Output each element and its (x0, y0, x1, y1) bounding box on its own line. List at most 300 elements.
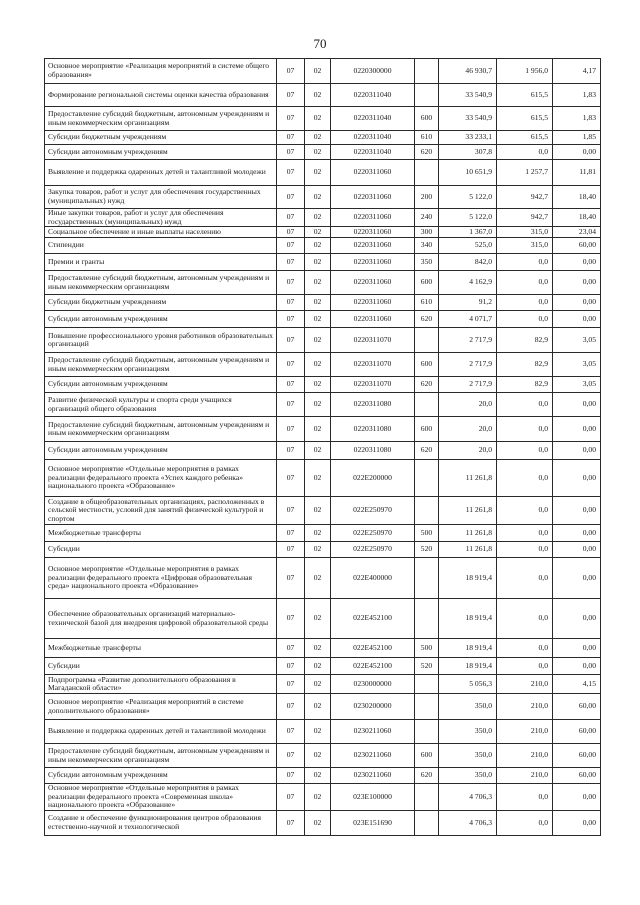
expense-type-cell (415, 59, 439, 84)
execution-percent-cell: 0,00 (553, 417, 601, 442)
subsection-cell: 02 (305, 311, 331, 328)
expense-type-cell: 600 (415, 744, 439, 768)
table-row (45, 131, 601, 145)
execution-percent-cell: 0,00 (553, 639, 601, 658)
subsection-cell: 02 (305, 460, 331, 497)
target-article-cell: 0220311060 (331, 271, 415, 295)
target-article-cell: 0220311060 (331, 209, 415, 227)
approved-amount-cell: 4 706,3 (439, 810, 497, 835)
execution-percent-cell: 4,15 (553, 675, 601, 694)
expense-type-cell: 240 (415, 209, 439, 227)
expense-type-cell (415, 160, 439, 186)
expense-type-cell (415, 558, 439, 599)
table-row (45, 639, 601, 658)
execution-percent-cell: 0,00 (553, 658, 601, 675)
row-name-cell: Повышение профессионального уровня работников образовательных организаций (45, 328, 277, 353)
expense-type-cell: 620 (415, 311, 439, 328)
row-name-cell: Основное мероприятие «Отдельные мероприятия в рамках реализации федерального проекта «Современная школа» национального проекта «Образование» (45, 784, 277, 811)
subsection-cell: 02 (305, 675, 331, 694)
table-row (45, 238, 601, 254)
execution-percent-cell: 0,00 (553, 442, 601, 460)
row-name-cell: Основное мероприятие «Отдельные мероприятия в рамках реализации федерального проекта «Цифровая образовательная среда» национального проекта «Образование» (45, 558, 277, 599)
expense-type-cell (415, 393, 439, 417)
subsection-cell: 02 (305, 639, 331, 658)
section-cell: 07 (277, 768, 305, 784)
subsection-cell: 02 (305, 810, 331, 835)
table-row (45, 810, 601, 835)
approved-amount-cell: 525,0 (439, 238, 497, 254)
table-row (45, 254, 601, 271)
approved-amount-cell: 33 233,1 (439, 131, 497, 145)
expense-type-cell: 610 (415, 295, 439, 311)
approved-amount-cell: 350,0 (439, 694, 497, 720)
subsection-cell: 02 (305, 131, 331, 145)
executed-amount-cell: 0,0 (497, 393, 553, 417)
section-cell: 07 (277, 460, 305, 497)
row-name-cell: Формирование региональной системы оценки качества образования (45, 84, 277, 107)
table-row (45, 542, 601, 558)
row-name-cell: Предоставление субсидий бюджетным, автономным учреждениям и иным некоммерческим организациям (45, 744, 277, 768)
expense-type-cell: 600 (415, 271, 439, 295)
executed-amount-cell: 615,5 (497, 131, 553, 145)
expense-type-cell: 620 (415, 145, 439, 160)
section-cell: 07 (277, 442, 305, 460)
execution-percent-cell: 0,00 (553, 542, 601, 558)
execution-percent-cell: 0,00 (553, 497, 601, 525)
table-row (45, 145, 601, 160)
expense-type-cell (415, 810, 439, 835)
executed-amount-cell: 0,0 (497, 497, 553, 525)
expense-type-cell: 500 (415, 525, 439, 542)
section-cell: 07 (277, 107, 305, 131)
executed-amount-cell: 942,7 (497, 186, 553, 209)
row-name-cell: Субсидии (45, 542, 277, 558)
subsection-cell: 02 (305, 744, 331, 768)
execution-percent-cell: 23,04 (553, 227, 601, 238)
target-article-cell: 0220311080 (331, 393, 415, 417)
section-cell: 07 (277, 810, 305, 835)
executed-amount-cell: 315,0 (497, 238, 553, 254)
section-cell: 07 (277, 271, 305, 295)
execution-percent-cell: 11,81 (553, 160, 601, 186)
table-row (45, 271, 601, 295)
row-name-cell: Субсидии автономным учреждениям (45, 768, 277, 784)
expense-type-cell: 350 (415, 254, 439, 271)
executed-amount-cell: 82,9 (497, 328, 553, 353)
table-row (45, 744, 601, 768)
executed-amount-cell: 210,0 (497, 768, 553, 784)
executed-amount-cell: 82,9 (497, 377, 553, 393)
execution-percent-cell: 0,00 (553, 271, 601, 295)
table-row (45, 107, 601, 131)
subsection-cell: 02 (305, 186, 331, 209)
table-row (45, 84, 601, 107)
subsection-cell: 02 (305, 768, 331, 784)
section-cell: 07 (277, 59, 305, 84)
execution-percent-cell: 0,00 (553, 295, 601, 311)
target-article-cell: 0220311080 (331, 417, 415, 442)
table-row (45, 377, 601, 393)
row-name-cell: Предоставление субсидий бюджетным, автономным учреждениям и иным некоммерческим организациям (45, 417, 277, 442)
row-name-cell: Развитие физической культуры и спорта среди учащихся организаций общего образования (45, 393, 277, 417)
target-article-cell: 0230000000 (331, 675, 415, 694)
row-name-cell: Выявление и поддержка одаренных детей и талантливой молодежи (45, 160, 277, 186)
row-name-cell: Основное мероприятие «Реализация мероприятий в системе общего образования» (45, 59, 277, 84)
page-number: 70 (313, 36, 327, 51)
table-row (45, 295, 601, 311)
target-article-cell: 0230211060 (331, 768, 415, 784)
execution-percent-cell: 0,00 (553, 311, 601, 328)
target-article-cell: 022E200000 (331, 460, 415, 497)
subsection-cell: 02 (305, 497, 331, 525)
execution-percent-cell: 60,00 (553, 238, 601, 254)
approved-amount-cell: 2 717,9 (439, 377, 497, 393)
approved-amount-cell: 33 540,9 (439, 84, 497, 107)
execution-percent-cell: 0,00 (553, 525, 601, 542)
execution-percent-cell: 0,00 (553, 460, 601, 497)
executed-amount-cell: 942,7 (497, 209, 553, 227)
approved-amount-cell: 350,0 (439, 744, 497, 768)
row-name-cell: Субсидии автономным учреждениям (45, 442, 277, 460)
execution-percent-cell: 3,05 (553, 328, 601, 353)
section-cell: 07 (277, 658, 305, 675)
section-cell: 07 (277, 295, 305, 311)
approved-amount-cell: 350,0 (439, 768, 497, 784)
target-article-cell: 022E250970 (331, 525, 415, 542)
table-row (45, 227, 601, 238)
execution-percent-cell: 1,85 (553, 131, 601, 145)
section-cell: 07 (277, 227, 305, 238)
section-cell: 07 (277, 720, 305, 744)
row-name-cell: Межбюджетные трансферты (45, 639, 277, 658)
table-row (45, 525, 601, 542)
executed-amount-cell: 1 257,7 (497, 160, 553, 186)
expense-type-cell (415, 720, 439, 744)
section-cell: 07 (277, 393, 305, 417)
subsection-cell: 02 (305, 84, 331, 107)
row-name-cell: Выявление и поддержка одаренных детей и талантливой молодежи (45, 720, 277, 744)
subsection-cell: 02 (305, 542, 331, 558)
subsection-cell: 02 (305, 558, 331, 599)
executed-amount-cell: 0,0 (497, 145, 553, 160)
expense-type-cell: 620 (415, 377, 439, 393)
target-article-cell: 0220311060 (331, 311, 415, 328)
expense-type-cell: 500 (415, 639, 439, 658)
approved-amount-cell: 5 122,0 (439, 186, 497, 209)
section-cell: 07 (277, 131, 305, 145)
target-article-cell: 0230200000 (331, 694, 415, 720)
row-name-cell: Субсидии (45, 658, 277, 675)
row-name-cell: Иные закупки товаров, работ и услуг для обеспечения государственных (муниципальных) нужд (45, 209, 277, 227)
approved-amount-cell: 33 540,9 (439, 107, 497, 131)
approved-amount-cell: 10 651,9 (439, 160, 497, 186)
approved-amount-cell: 18 919,4 (439, 599, 497, 639)
section-cell: 07 (277, 238, 305, 254)
row-name-cell: Субсидии бюджетным учреждениям (45, 131, 277, 145)
executed-amount-cell: 615,5 (497, 84, 553, 107)
target-article-cell: 0220311060 (331, 186, 415, 209)
approved-amount-cell: 20,0 (439, 417, 497, 442)
subsection-cell: 02 (305, 658, 331, 675)
target-article-cell: 0220300000 (331, 59, 415, 84)
subsection-cell: 02 (305, 377, 331, 393)
approved-amount-cell: 307,8 (439, 145, 497, 160)
execution-percent-cell: 60,00 (553, 720, 601, 744)
section-cell: 07 (277, 209, 305, 227)
approved-amount-cell: 350,0 (439, 720, 497, 744)
table-row (45, 442, 601, 460)
execution-percent-cell: 0,00 (553, 810, 601, 835)
target-article-cell: 0220311040 (331, 107, 415, 131)
approved-amount-cell: 18 919,4 (439, 558, 497, 599)
section-cell: 07 (277, 186, 305, 209)
executed-amount-cell: 210,0 (497, 675, 553, 694)
execution-percent-cell: 0,00 (553, 784, 601, 811)
subsection-cell: 02 (305, 417, 331, 442)
target-article-cell: 0220311060 (331, 254, 415, 271)
subsection-cell: 02 (305, 295, 331, 311)
section-cell: 07 (277, 417, 305, 442)
expense-type-cell: 600 (415, 353, 439, 377)
table-row (45, 694, 601, 720)
approved-amount-cell: 11 261,8 (439, 497, 497, 525)
section-cell: 07 (277, 639, 305, 658)
table-row (45, 328, 601, 353)
approved-amount-cell: 46 930,7 (439, 59, 497, 84)
execution-percent-cell: 0,00 (553, 145, 601, 160)
executed-amount-cell: 1 956,0 (497, 59, 553, 84)
executed-amount-cell: 210,0 (497, 694, 553, 720)
approved-amount-cell: 2 717,9 (439, 328, 497, 353)
row-name-cell: Обеспечение образовательных организаций материально-технической базой для внедрения цифровой образовательной среды (45, 599, 277, 639)
target-article-cell: 0220311060 (331, 295, 415, 311)
approved-amount-cell: 91,2 (439, 295, 497, 311)
executed-amount-cell: 0,0 (497, 542, 553, 558)
row-name-cell: Субсидии автономным учреждениям (45, 311, 277, 328)
row-name-cell: Создание и обеспечение функционирования центров образования естественно-научной и технологической (45, 810, 277, 835)
table-row (45, 599, 601, 639)
row-name-cell: Стипендии (45, 238, 277, 254)
target-article-cell: 022E250970 (331, 542, 415, 558)
section-cell: 07 (277, 525, 305, 542)
row-name-cell: Предоставление субсидий бюджетным, автономным учреждениям и иным некоммерческим организациям (45, 271, 277, 295)
executed-amount-cell: 0,0 (497, 558, 553, 599)
section-cell: 07 (277, 542, 305, 558)
approved-amount-cell: 11 261,8 (439, 542, 497, 558)
expense-type-cell: 620 (415, 768, 439, 784)
section-cell: 07 (277, 558, 305, 599)
section-cell: 07 (277, 254, 305, 271)
execution-percent-cell: 3,05 (553, 377, 601, 393)
table-row (45, 768, 601, 784)
executed-amount-cell: 0,0 (497, 639, 553, 658)
target-article-cell: 0220311070 (331, 328, 415, 353)
subsection-cell: 02 (305, 145, 331, 160)
execution-percent-cell: 0,00 (553, 393, 601, 417)
table-row (45, 59, 601, 84)
target-article-cell: 023E100000 (331, 784, 415, 811)
executed-amount-cell: 0,0 (497, 460, 553, 497)
subsection-cell: 02 (305, 209, 331, 227)
expense-type-cell (415, 460, 439, 497)
row-name-cell: Предоставление субсидий бюджетным, автономным учреждениям и иным некоммерческим организациям (45, 107, 277, 131)
approved-amount-cell: 18 919,4 (439, 639, 497, 658)
section-cell: 07 (277, 784, 305, 811)
section-cell: 07 (277, 311, 305, 328)
approved-amount-cell: 5 056,3 (439, 675, 497, 694)
row-name-cell: Предоставление субсидий бюджетным, автономным учреждениям и иным некоммерческим организациям (45, 353, 277, 377)
executed-amount-cell: 615,5 (497, 107, 553, 131)
approved-amount-cell: 4 162,9 (439, 271, 497, 295)
approved-amount-cell: 2 717,9 (439, 353, 497, 377)
executed-amount-cell: 0,0 (497, 271, 553, 295)
table-row (45, 417, 601, 442)
subsection-cell: 02 (305, 271, 331, 295)
executed-amount-cell: 210,0 (497, 720, 553, 744)
section-cell: 07 (277, 744, 305, 768)
executed-amount-cell: 0,0 (497, 599, 553, 639)
table-row (45, 186, 601, 209)
approved-amount-cell: 4 071,7 (439, 311, 497, 328)
section-cell: 07 (277, 160, 305, 186)
expense-type-cell: 300 (415, 227, 439, 238)
row-name-cell: Основное мероприятие «Реализация мероприятий в системе дополнительного образования» (45, 694, 277, 720)
row-name-cell: Субсидии бюджетным учреждениям (45, 295, 277, 311)
table-row (45, 558, 601, 599)
approved-amount-cell: 18 919,4 (439, 658, 497, 675)
target-article-cell: 0230211060 (331, 720, 415, 744)
executed-amount-cell: 0,0 (497, 311, 553, 328)
expense-type-cell: 600 (415, 107, 439, 131)
expense-type-cell: 340 (415, 238, 439, 254)
subsection-cell: 02 (305, 107, 331, 131)
approved-amount-cell: 11 261,8 (439, 460, 497, 497)
section-cell: 07 (277, 694, 305, 720)
row-name-cell: Создание в общеобразовательных организациях, расположенных в сельской местности, условий для занятий физической культурой и спортом (45, 497, 277, 525)
approved-amount-cell: 20,0 (439, 393, 497, 417)
expense-type-cell (415, 784, 439, 811)
table-row (45, 720, 601, 744)
target-article-cell: 0220311060 (331, 227, 415, 238)
table-row (45, 658, 601, 675)
expense-type-cell: 520 (415, 542, 439, 558)
subsection-cell: 02 (305, 160, 331, 186)
executed-amount-cell: 0,0 (497, 295, 553, 311)
target-article-cell: 022E400000 (331, 558, 415, 599)
target-article-cell: 0230211060 (331, 744, 415, 768)
execution-percent-cell: 0,00 (553, 558, 601, 599)
approved-amount-cell: 4 706,3 (439, 784, 497, 811)
expense-type-cell (415, 497, 439, 525)
target-article-cell: 022E452100 (331, 658, 415, 675)
expense-type-cell: 200 (415, 186, 439, 209)
execution-percent-cell: 60,00 (553, 694, 601, 720)
section-cell: 07 (277, 328, 305, 353)
target-article-cell: 0220311070 (331, 353, 415, 377)
approved-amount-cell: 20,0 (439, 442, 497, 460)
approved-amount-cell: 11 261,8 (439, 525, 497, 542)
expense-type-cell: 600 (415, 417, 439, 442)
table-row (45, 311, 601, 328)
executed-amount-cell: 0,0 (497, 254, 553, 271)
section-cell: 07 (277, 675, 305, 694)
section-cell: 07 (277, 377, 305, 393)
target-article-cell: 0220311070 (331, 377, 415, 393)
target-article-cell: 022E452100 (331, 599, 415, 639)
table-row (45, 353, 601, 377)
row-name-cell: Межбюджетные трансферты (45, 525, 277, 542)
approved-amount-cell: 5 122,0 (439, 209, 497, 227)
subsection-cell: 02 (305, 254, 331, 271)
target-article-cell: 023E151690 (331, 810, 415, 835)
target-article-cell: 0220311040 (331, 145, 415, 160)
subsection-cell: 02 (305, 393, 331, 417)
execution-percent-cell: 18,40 (553, 209, 601, 227)
row-name-cell: Закупка товаров, работ и услуг для обеспечения государственных (муниципальных) нужд (45, 186, 277, 209)
row-name-cell: Основное мероприятие «Отдельные мероприятия в рамках реализации федерального проекта «Успех каждого ребенка» национального проекта «Образование» (45, 460, 277, 497)
executed-amount-cell: 315,0 (497, 227, 553, 238)
subsection-cell: 02 (305, 328, 331, 353)
expense-type-cell (415, 328, 439, 353)
table-row (45, 160, 601, 186)
subsection-cell: 02 (305, 238, 331, 254)
target-article-cell: 0220311060 (331, 160, 415, 186)
approved-amount-cell: 842,0 (439, 254, 497, 271)
approved-amount-cell: 1 367,0 (439, 227, 497, 238)
expense-type-cell: 610 (415, 131, 439, 145)
executed-amount-cell: 0,0 (497, 525, 553, 542)
section-cell: 07 (277, 599, 305, 639)
subsection-cell: 02 (305, 694, 331, 720)
table-row (45, 675, 601, 694)
expense-type-cell: 520 (415, 658, 439, 675)
subsection-cell: 02 (305, 442, 331, 460)
target-article-cell: 022E452100 (331, 639, 415, 658)
subsection-cell: 02 (305, 59, 331, 84)
execution-percent-cell: 1,83 (553, 84, 601, 107)
executed-amount-cell: 82,9 (497, 353, 553, 377)
subsection-cell: 02 (305, 227, 331, 238)
table-row (45, 460, 601, 497)
row-name-cell: Подпрограмма «Развитие дополнительного образования в Магаданской области» (45, 675, 277, 694)
subsection-cell: 02 (305, 353, 331, 377)
execution-percent-cell: 4,17 (553, 59, 601, 84)
subsection-cell: 02 (305, 720, 331, 744)
execution-percent-cell: 1,83 (553, 107, 601, 131)
executed-amount-cell: 0,0 (497, 784, 553, 811)
table-row (45, 497, 601, 525)
section-cell: 07 (277, 84, 305, 107)
execution-percent-cell: 0,00 (553, 254, 601, 271)
subsection-cell: 02 (305, 784, 331, 811)
expense-type-cell (415, 599, 439, 639)
subsection-cell: 02 (305, 525, 331, 542)
target-article-cell: 0220311040 (331, 84, 415, 107)
executed-amount-cell: 0,0 (497, 658, 553, 675)
budget-table (44, 58, 601, 836)
row-name-cell: Субсидии автономным учреждениям (45, 145, 277, 160)
execution-percent-cell: 0,00 (553, 599, 601, 639)
row-name-cell: Социальное обеспечение и иные выплаты населению (45, 227, 277, 238)
executed-amount-cell: 0,0 (497, 810, 553, 835)
table-row (45, 209, 601, 227)
row-name-cell: Субсидии автономным учреждениям (45, 377, 277, 393)
section-cell: 07 (277, 497, 305, 525)
expense-type-cell (415, 675, 439, 694)
table-row (45, 393, 601, 417)
execution-percent-cell: 3,05 (553, 353, 601, 377)
table-row (45, 784, 601, 811)
